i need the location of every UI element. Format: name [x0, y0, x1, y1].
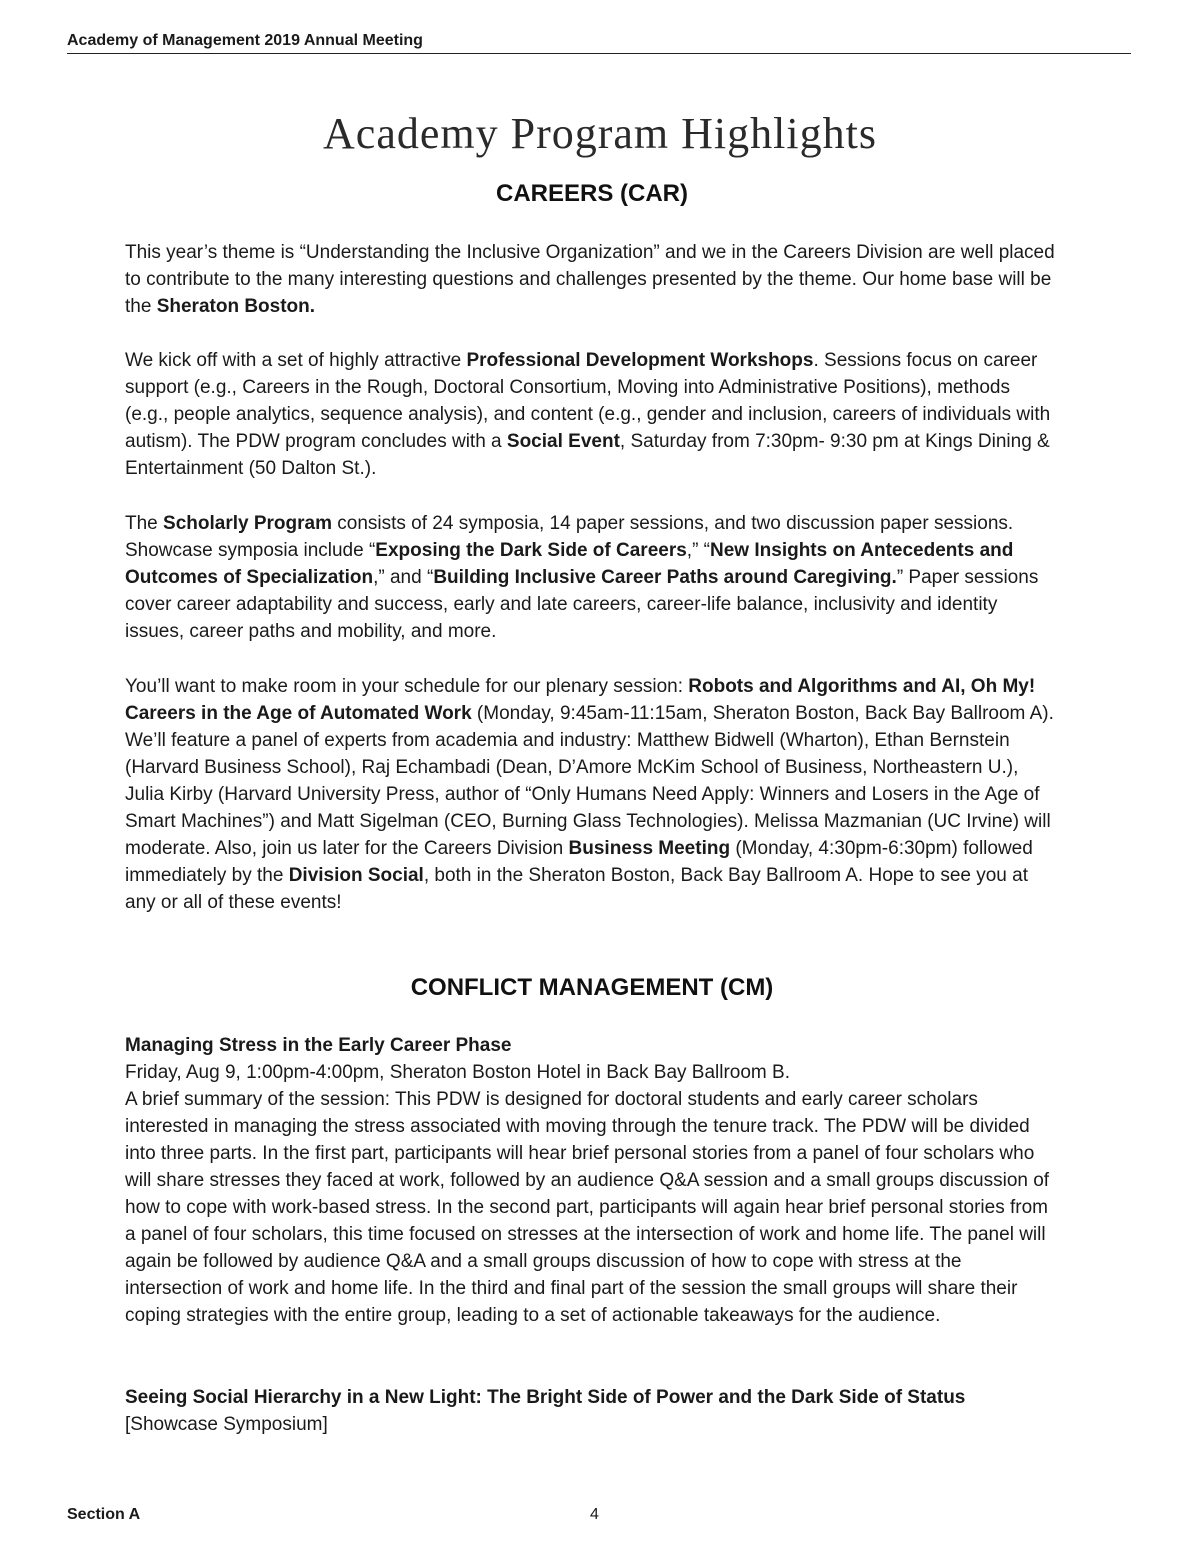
- text-run: (Monday, 4:30pm-6:30pm) followed immediately by the: [125, 838, 1033, 886]
- session-summary: A brief summary of the session: This PDW is designed for doctoral students and early career scholars interested in managing the stress associated with moving through the tenure track. The PDW will be divided into three parts. In the first part, participants will hear brief personal stories from a panel of four scholars who will share stresses they faced at work, followed by an audience Q&A session and a small groups discussion of how to cope with work-based stress. In the second part, participants will again hear brief personal stories from a panel of four scholars, this time focused on stresses at the intersection of work and home life. The panel will again be followed by audience Q&A and a small groups discussion of how to cope with stress at the intersection of work and home life. In the third and final part of the session the small groups will share their coping strategies with the entire group, leading to a set of actionable takeaways for the audience.: [125, 1089, 1050, 1326]
- session-title: Managing Stress in the Early Career Phase: [125, 1035, 512, 1056]
- text-run: ” Paper sessions cover career adaptability and success, early and late careers, career-life balance, inclusivity and identity issues, career paths and mobility, and more.: [125, 567, 1039, 642]
- bold-text-run: Business Meeting: [568, 838, 731, 859]
- bold-text-run: New Insights on Antecedents and Outcomes of Specialization: [125, 540, 1014, 588]
- running-title: Academy of Management 2019 Annual Meeting: [67, 32, 423, 49]
- conflict-session-1: [125, 1032, 1055, 1329]
- running-header: [67, 32, 1131, 54]
- careers-pdw-text: [125, 347, 1055, 482]
- bold-text-run: Division Social: [288, 865, 424, 886]
- text-run: , both in the Sheraton Boston, Back Bay Ballroom A. Hope to see you at any or all of these events!: [125, 865, 1028, 913]
- careers-paragraph-3: [125, 510, 1055, 645]
- bold-text-run: Professional Development Workshops: [466, 350, 814, 371]
- text-run: This year’s theme is “Understanding the Inclusive Organization” and we in the Careers Division are well placed to contribute to the many interesting questions and challenges presented by the theme. Our home base will be the: [125, 242, 1055, 317]
- session-label: [Showcase Symposium]: [125, 1414, 328, 1435]
- careers-heading: CAREERS (CAR): [496, 180, 688, 207]
- text-run: , Saturday from 7:30pm- 9:30 pm at Kings Dining & Entertainment (50 Dalton St.).: [125, 431, 1050, 479]
- session-time: Friday, Aug 9, 1:00pm-4:00pm, Sheraton Boston Hotel in Back Bay Ballroom B.: [125, 1062, 790, 1083]
- text-run: (Monday, 9:45am-11:15am, Sheraton Boston, Back Bay Ballroom A). We’ll feature a panel of experts from academia and industry: Matthew Bidwell (Wharton), Ethan Bernstein (Harvard Business School), Raj Echambadi (Dean, D’Amore McKim School of Business, Northeastern U.), Julia Kirby (Harvard University Press, author of “Only Humans Need Apply: Winners and Losers in the Age of Smart Machines”) and Matt Sigelman (CEO, Burning Glass Technologies). Melissa Mazmanian (UC Irvine) will moderate. Also, join us later for the Careers Division: [125, 703, 1054, 859]
- bold-text-run: Exposing the Dark Side of Careers: [375, 540, 687, 561]
- bold-text-run: Sheraton Boston.: [156, 296, 316, 317]
- careers-scholarly-text: [125, 510, 1055, 645]
- bold-text-run: Robots and Algorithms and AI, Oh My! Careers in the Age of Automated Work: [125, 676, 1036, 724]
- bold-text-run: Scholarly Program: [163, 513, 332, 534]
- careers-paragraph-2: [125, 347, 1055, 482]
- bold-text-run: Social Event: [506, 431, 620, 452]
- conflict-heading: CONFLICT MANAGEMENT (CM): [410, 974, 774, 1001]
- page-number: 4: [590, 1506, 599, 1523]
- text-run: consists of 24 symposia, 14 paper sessions, and two discussion paper sessions. Showcase symposia include “: [125, 513, 1014, 561]
- careers-plenary-text: [125, 673, 1055, 916]
- text-run: You’ll want to make room in your schedule for our plenary session:: [125, 676, 689, 697]
- footer-section-label: Section A: [67, 1506, 141, 1523]
- text-run: We kick off with a set of highly attractive: [125, 350, 467, 371]
- text-run: ,” and “: [373, 567, 434, 588]
- careers-paragraph-1: [125, 239, 1055, 320]
- careers-intro-text: [125, 239, 1055, 320]
- text-run: . Sessions focus on career support (e.g., Careers in the Rough, Doctoral Consortium, Moving into Administrative Positions), methods (e.g., people analytics, sequence analysis), and content (e.g., gender and inclusion, careers of individuals with autism). The PDW program concludes with a: [125, 350, 1051, 452]
- conflict-session-2: [125, 1384, 1055, 1438]
- session-title: Seeing Social Hierarchy in a New Light: The Bright Side of Power and the Dark Side of Status: [125, 1387, 966, 1408]
- text-run: ,” “: [686, 540, 711, 561]
- page-title: Academy Program Highlights: [323, 109, 877, 158]
- bold-text-run: Building Inclusive Career Paths around Caregiving.: [433, 567, 897, 588]
- careers-paragraph-4: [125, 673, 1055, 916]
- text-run: The: [125, 513, 164, 534]
